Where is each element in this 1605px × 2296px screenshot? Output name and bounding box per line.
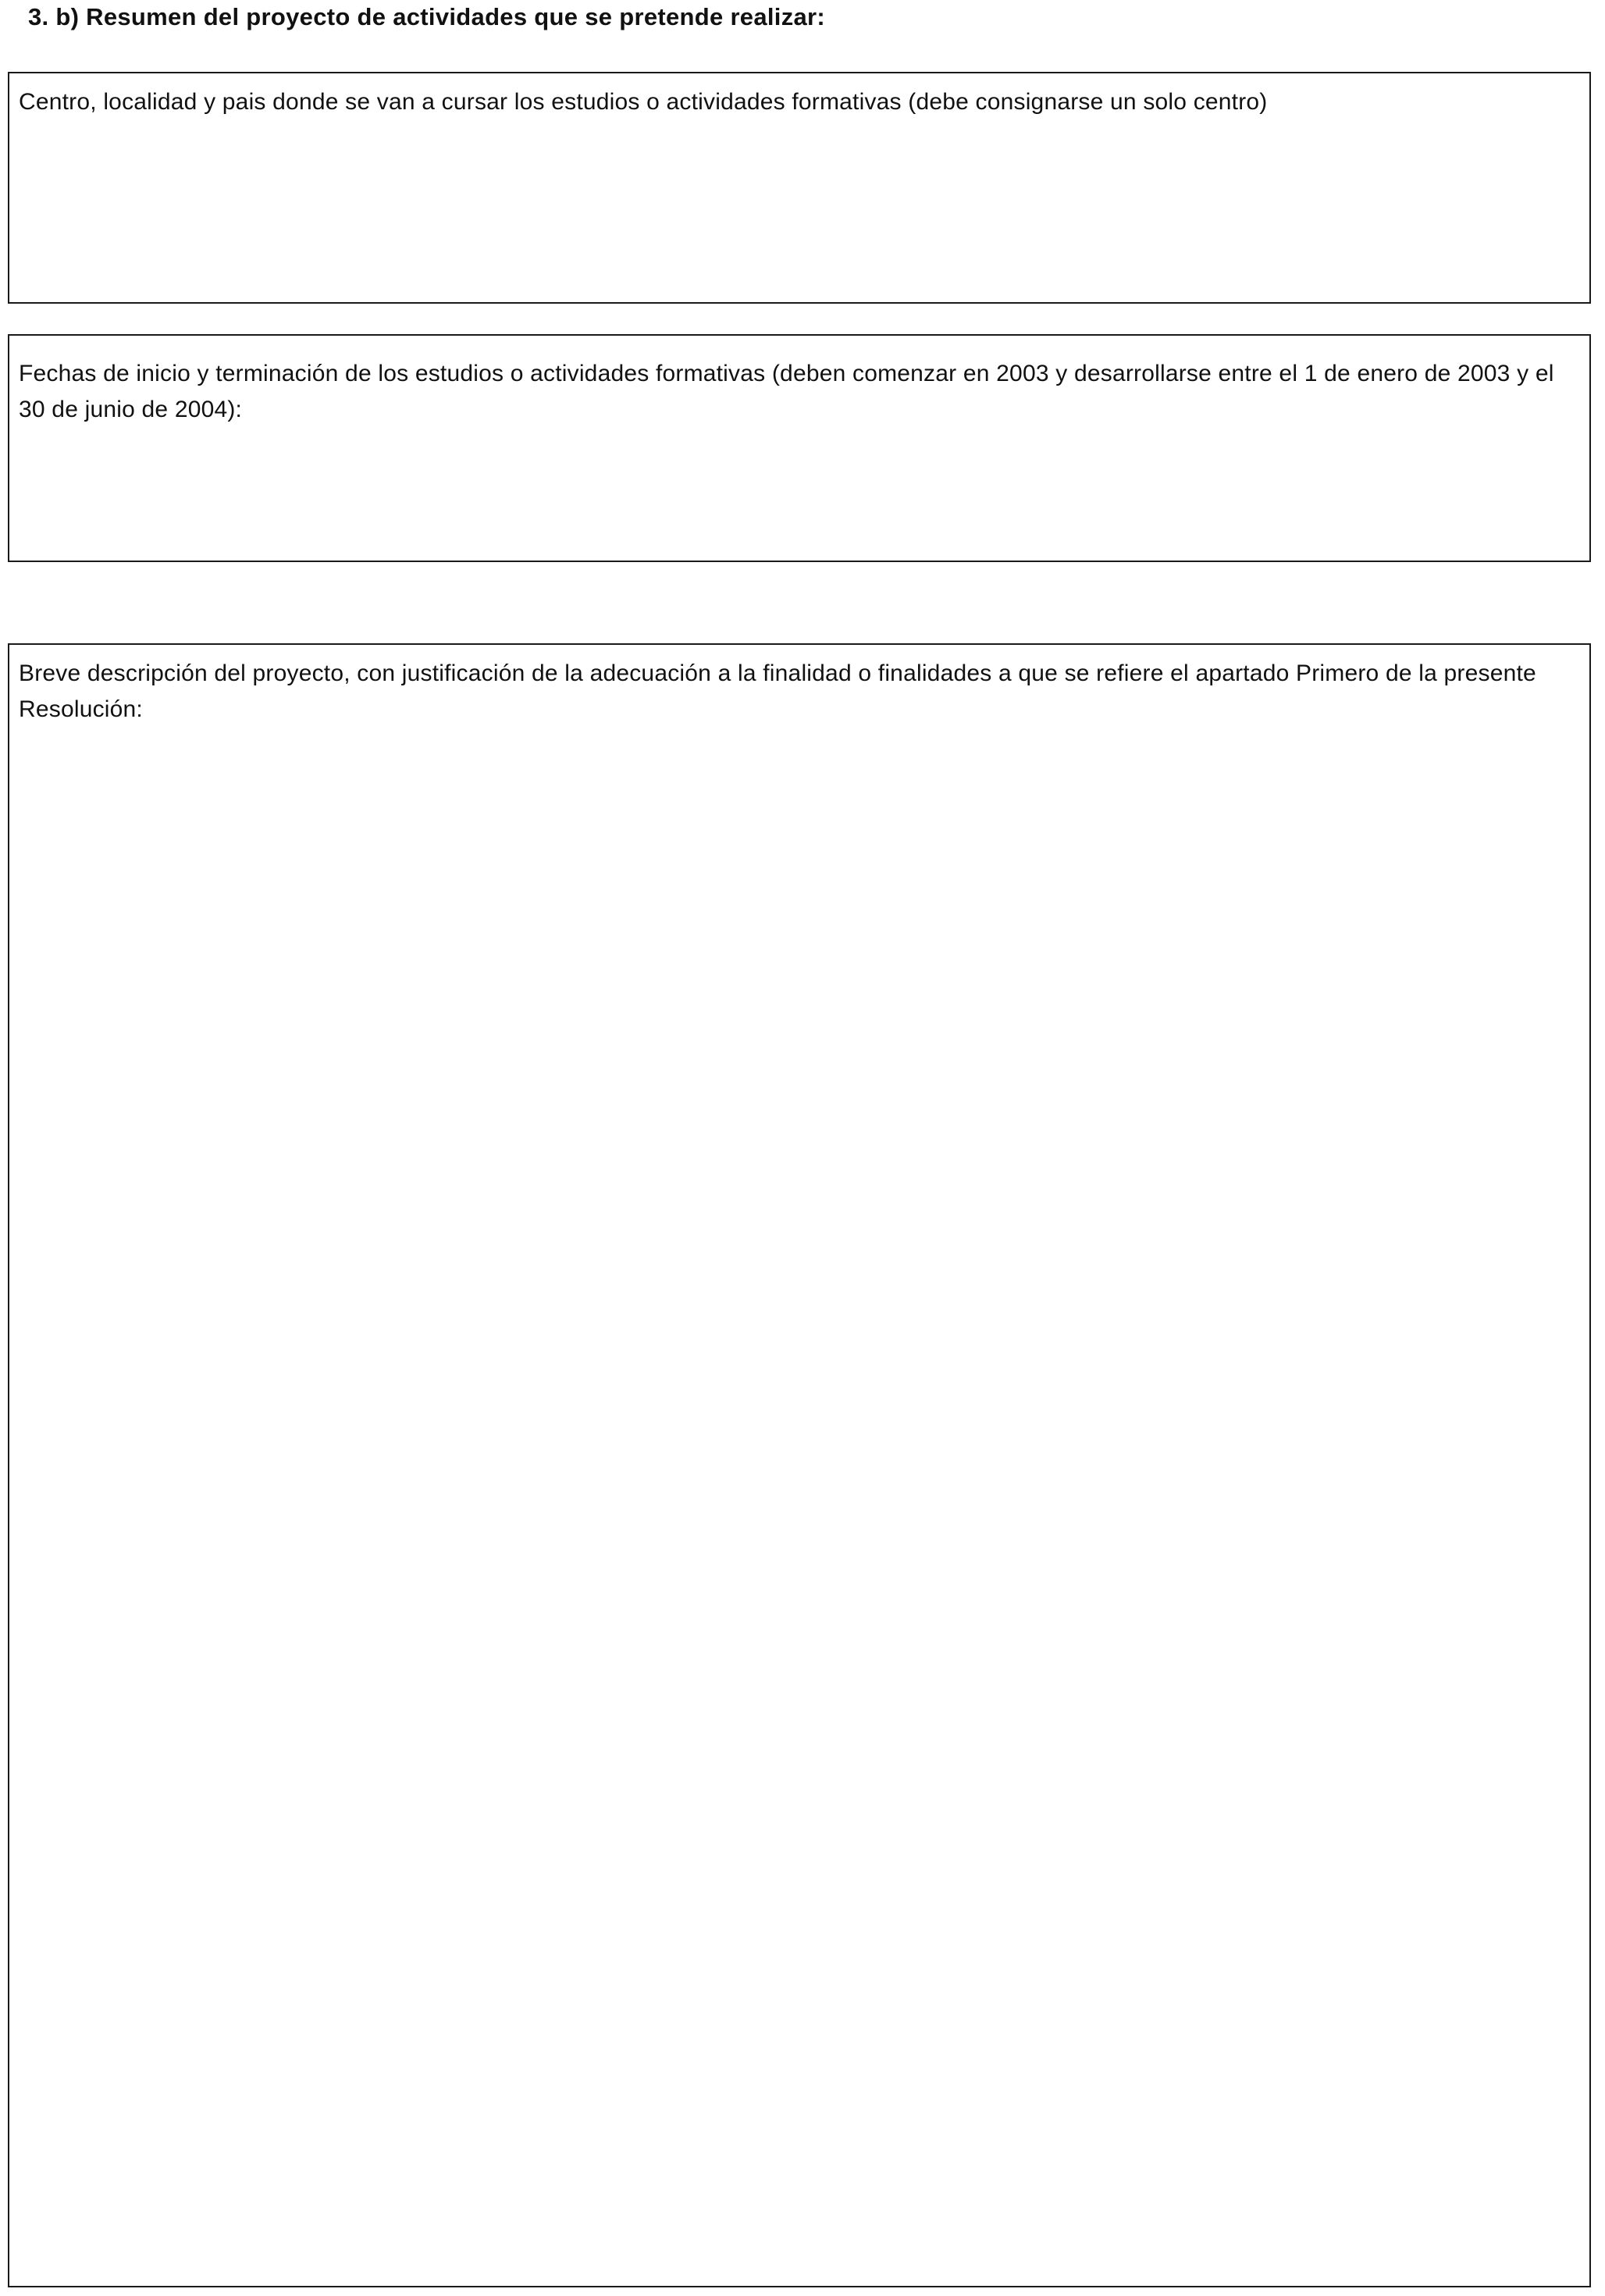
descripcion-proyecto-box: [8, 643, 1591, 2287]
fechas-inicio-terminacion-label: Fechas de inicio y terminación de los estudios o actividades formativas (deben comenzar en 2003 y desarrollarse entre el 1 de enero de 2003 y el 30 de junio de 2004):: [19, 361, 1554, 422]
fechas-inicio-terminacion-input[interactable]: [19, 437, 1580, 551]
section-heading: 3. b) Resumen del proyecto de actividades que se pretende realizar:: [28, 3, 826, 30]
centro-localidad-pais-input[interactable]: [19, 128, 1580, 293]
centro-localidad-pais-label: Centro, localidad y pais donde se van a cursar los estudios o actividades formativas (debe consignarse un solo centro): [19, 89, 1268, 115]
centro-localidad-pais-box: [8, 72, 1591, 304]
descripcion-proyecto-label: Breve descripción del proyecto, con justificación de la adecuación a la finalidad o finalidades a que se refiere el apartado Primero de la presente Resolución:: [19, 660, 1536, 722]
fechas-inicio-terminacion-box: [8, 334, 1591, 562]
descripcion-proyecto-input[interactable]: [19, 735, 1580, 2276]
